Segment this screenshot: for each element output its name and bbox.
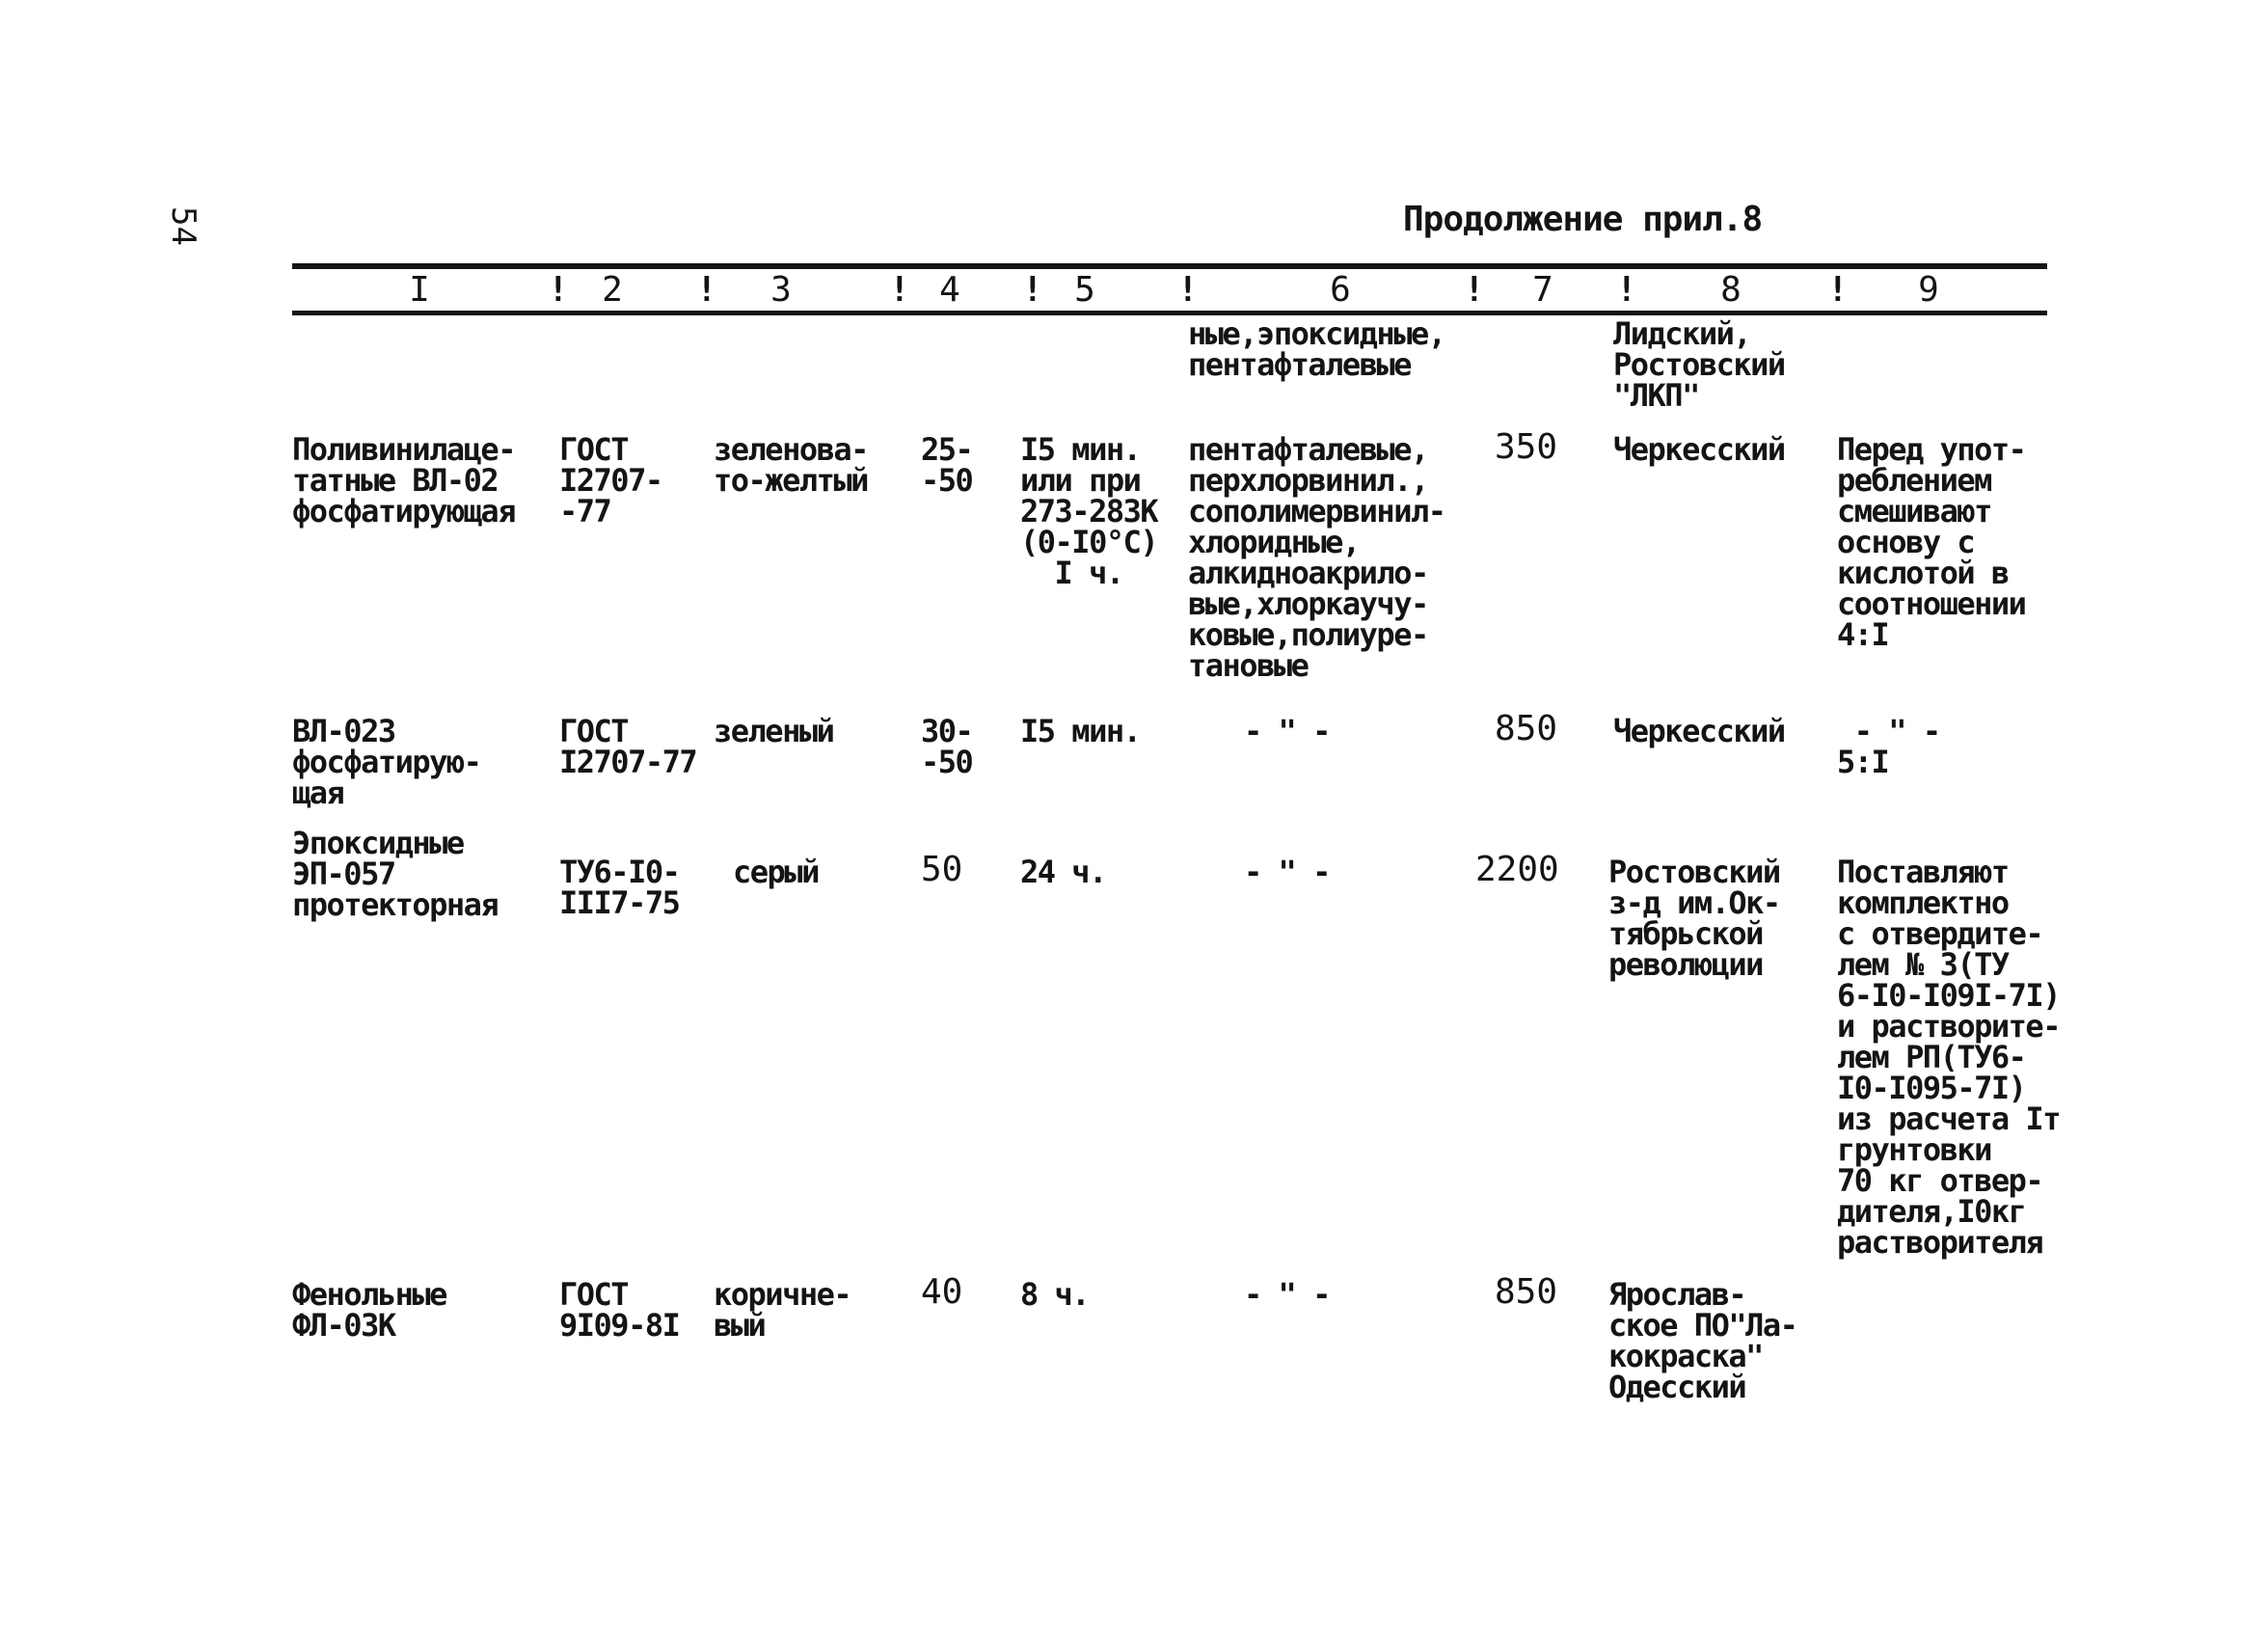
table-cell-notes: Перед упот- реблением смешивают основу с кислотой в соотношении 4:I <box>1837 431 2026 653</box>
table-cell-price: 350 <box>1495 427 1558 467</box>
table-cell-material: Эпоксидные ЭП-057 протекторная <box>292 825 499 923</box>
column-separator: ! <box>1464 270 1485 310</box>
table-header-rule <box>292 311 2047 315</box>
column-separator: ! <box>696 270 717 310</box>
table-caption: Продолжение прил.8 <box>1403 200 1763 239</box>
table-cell-material: ВЛ-023 фосфатирую- щая <box>292 713 481 811</box>
table-cell-manufacturer: Лидский, Ростовский "ЛКП" <box>1613 315 1785 414</box>
table-cell-drying-time: I5 мин. или при 273-283К (0-I0°С) I ч. <box>1020 431 1158 591</box>
table-cell-thickness: 25- -50 <box>921 431 973 499</box>
column-separator: ! <box>1022 270 1043 310</box>
table-cell-standard: ТУ6-I0- III7-75 <box>559 854 680 921</box>
column-header-3: 3 <box>770 270 792 310</box>
column-header-4: 4 <box>939 270 960 310</box>
table-cell-standard: ГОСТ I2707-77 <box>559 713 697 780</box>
table-cell-color: коричне- вый <box>714 1276 851 1344</box>
column-header-5: 5 <box>1074 270 1095 310</box>
table-cell-thickness: 40 <box>921 1272 963 1312</box>
table-cell-notes: Поставляют комплектно с отвердите- лем № 3(ТУ 6-I0-I09I-7I) и растворите- лем РП(ТУ6- I0-I095-7I) из расчета Iт грунтовки 70 кг отвер- дителя,I0кг растворителя <box>1837 854 2060 1261</box>
table-cell-material: Поливинилаце- татные ВЛ-02 фосфатирующая <box>292 431 515 530</box>
table-cell-color: зеленый <box>714 713 834 749</box>
column-header-2: 2 <box>602 270 623 310</box>
table-body <box>0 315 2268 1476</box>
table-cell-standard: ГОСТ 9I09-8I <box>559 1276 680 1344</box>
table-cell-drying-time: 8 ч. <box>1020 1276 1090 1313</box>
page-number: 54 <box>164 206 202 246</box>
table-top-rule <box>292 263 2047 269</box>
column-separator: ! <box>1616 270 1637 310</box>
column-header-1: I <box>409 270 430 310</box>
table-cell-manufacturer: Черкесский <box>1613 431 1785 468</box>
table-cell-compatibility: - " - <box>1244 713 1330 749</box>
table-cell-compatibility: - " - <box>1244 1276 1330 1313</box>
column-separator: ! <box>1177 270 1199 310</box>
table-cell-drying-time: 24 ч. <box>1020 854 1106 890</box>
table-cell-drying-time: I5 мин. <box>1020 713 1141 749</box>
table-cell-notes: - " - 5:I <box>1837 713 1940 780</box>
table-cell-color: зеленова- то-желтый <box>714 431 868 499</box>
column-separator: ! <box>548 270 569 310</box>
column-separator: ! <box>889 270 910 310</box>
table-cell-manufacturer: Черкесский <box>1613 713 1785 749</box>
column-separator: ! <box>1827 270 1849 310</box>
column-header-8: 8 <box>1720 270 1742 310</box>
table-cell-compatibility: ные,эпоксидные, пентафталевые <box>1188 315 1445 383</box>
table-cell-price: 850 <box>1495 1272 1558 1312</box>
column-header-9: 9 <box>1918 270 1939 310</box>
column-header-6: 6 <box>1330 270 1351 310</box>
table-cell-manufacturer: Ярослав- ское ПО"Ла- кокраска" Одесский <box>1608 1276 1797 1405</box>
table-cell-color: серый <box>733 854 819 890</box>
table-header-row <box>0 271 2268 310</box>
table-cell-material: Фенольные ФЛ-03К <box>292 1276 446 1344</box>
table-cell-price: 850 <box>1495 709 1558 748</box>
table-cell-price: 2200 <box>1475 850 1559 889</box>
table-cell-compatibility: пентафталевые, перхлорвинил., сополимервинил- хлоридные, алкидноакрило- вые,хлоркаучу- ковые,полиуре- тановые <box>1188 431 1445 684</box>
table-cell-compatibility: - " - <box>1244 854 1330 890</box>
column-header-7: 7 <box>1532 270 1553 310</box>
table-cell-thickness: 50 <box>921 850 963 889</box>
table-cell-standard: ГОСТ I2707- -77 <box>559 431 662 530</box>
table-cell-manufacturer: Ростовский з-д им.Ок- тябрьской революции <box>1608 854 1780 983</box>
table-cell-thickness: 30- -50 <box>921 713 973 780</box>
